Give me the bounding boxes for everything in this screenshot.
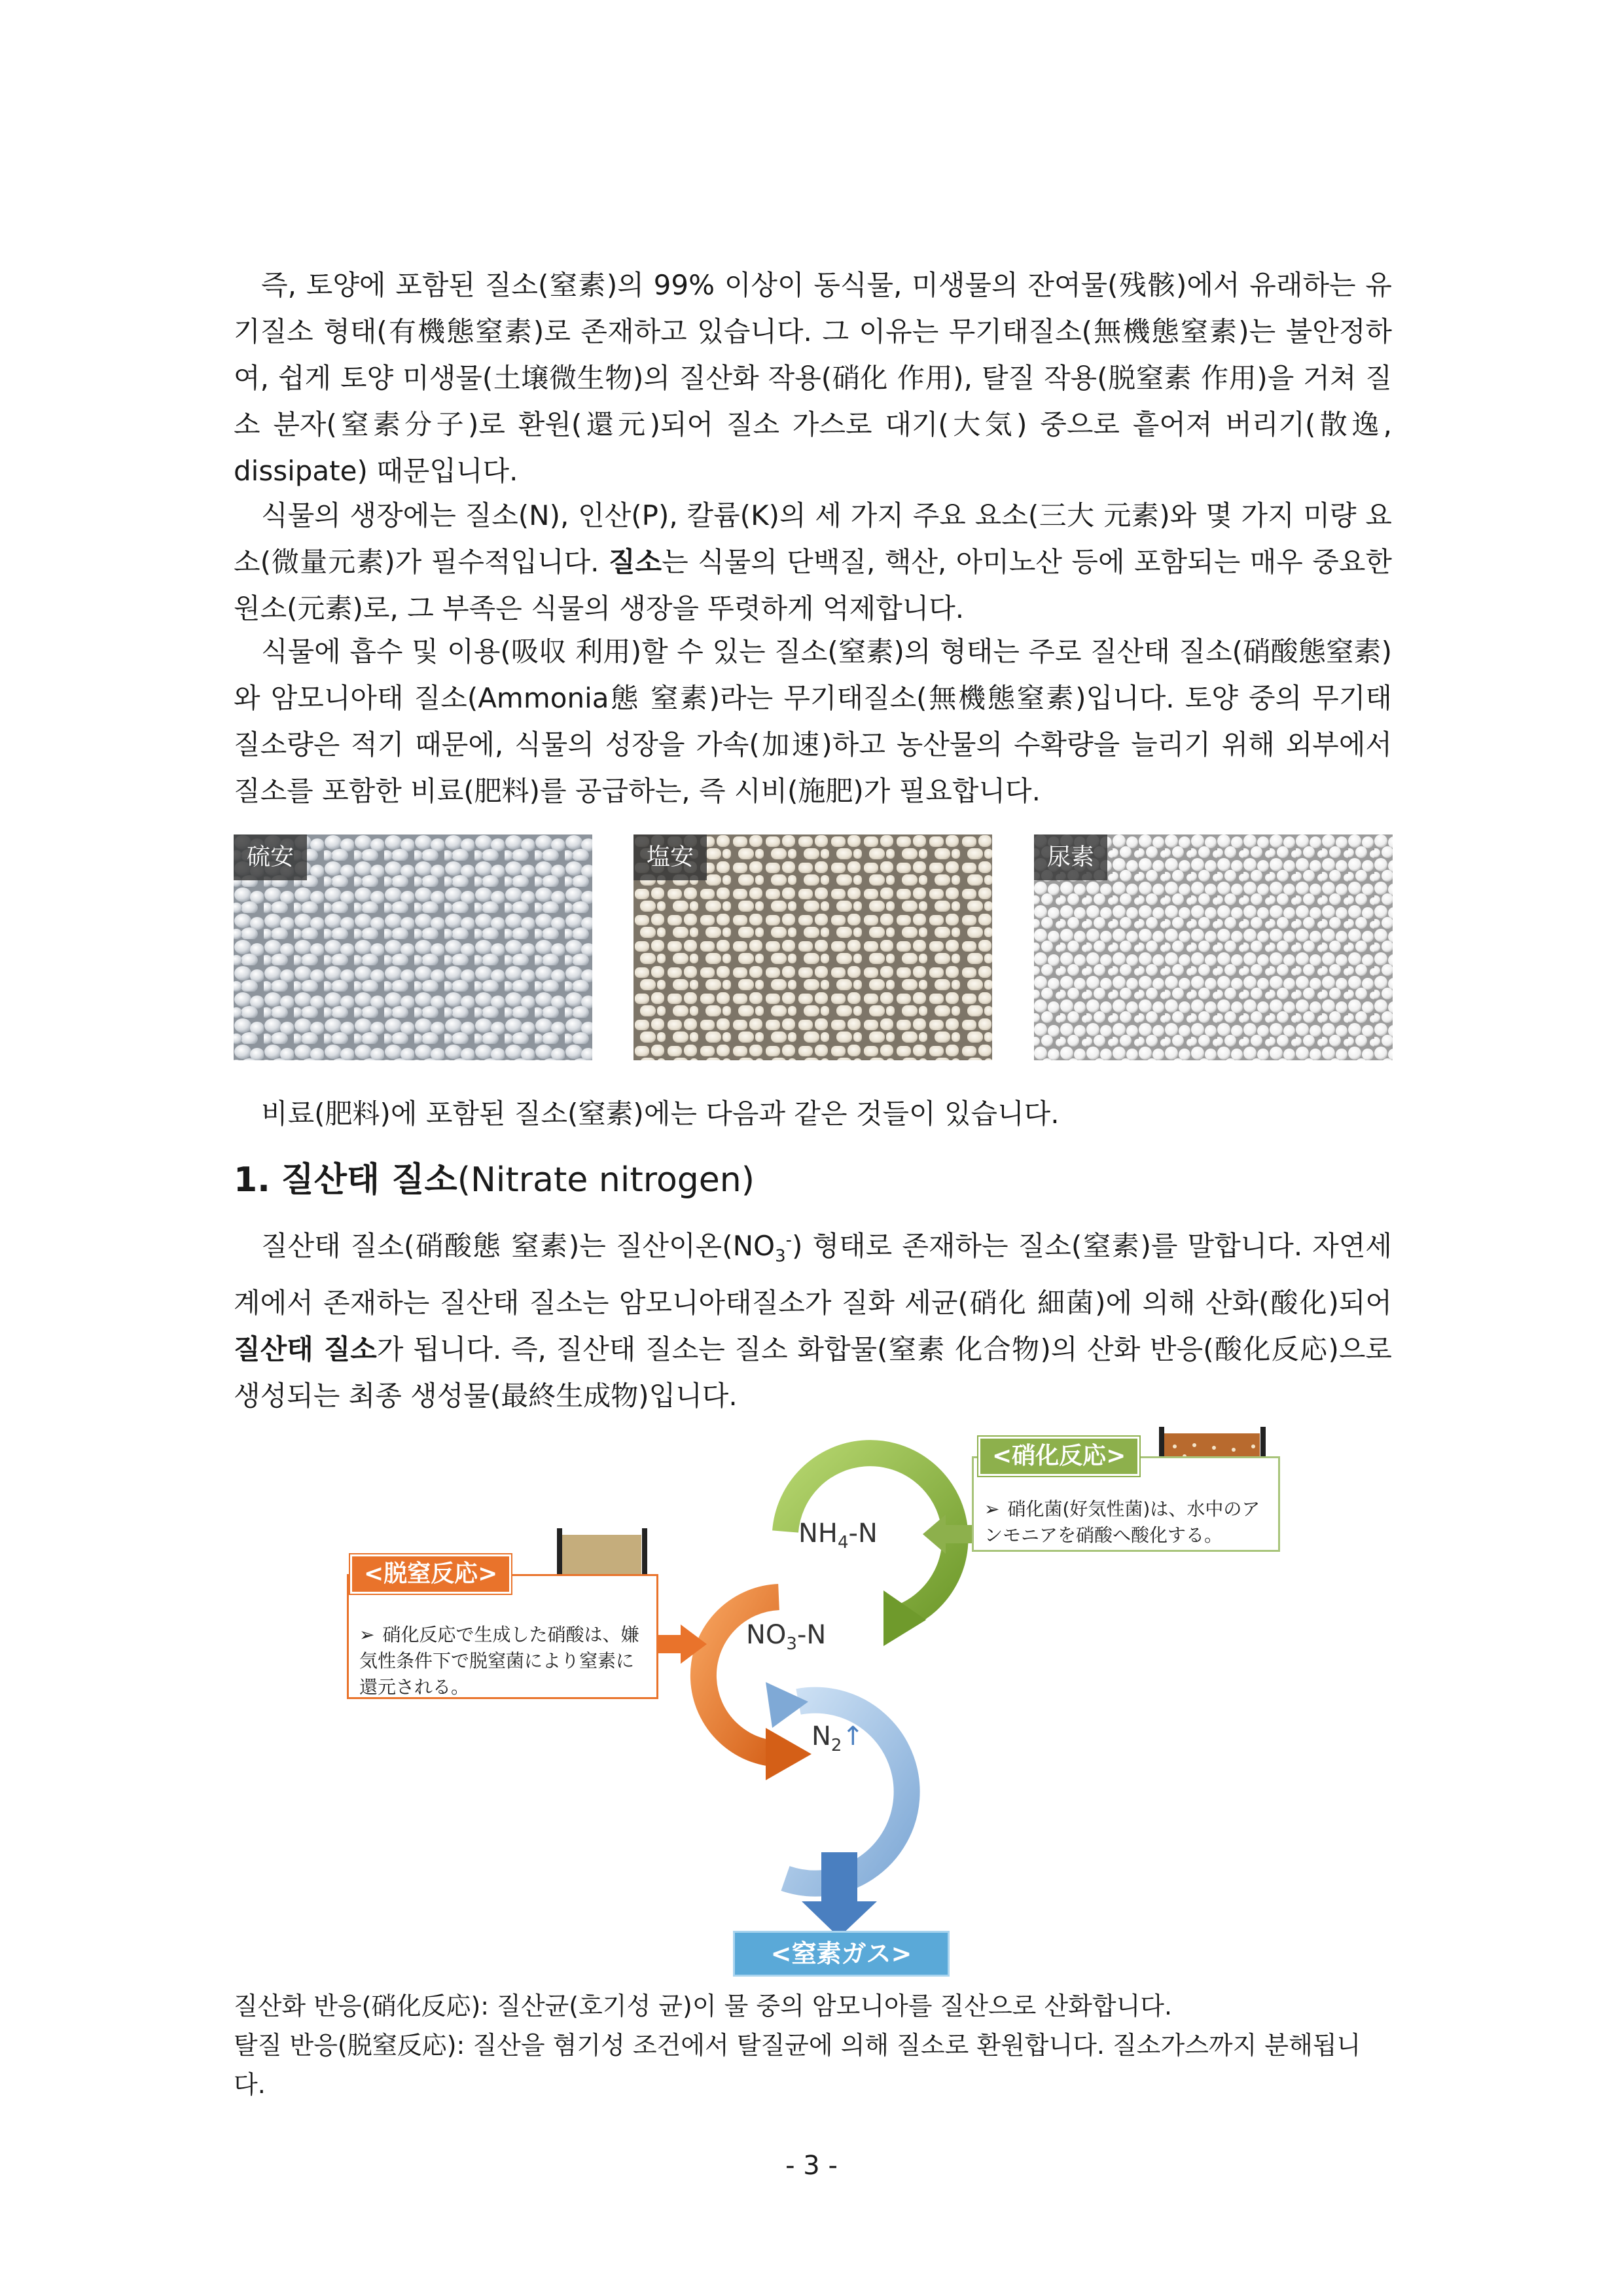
denitrification-description: [359, 1622, 647, 1700]
nitrification-title: <硝化反応>: [978, 1437, 1139, 1476]
up-arrow-icon: ↑: [842, 1721, 864, 1751]
label-text: NH: [798, 1518, 838, 1549]
text-segment: 는 식물의 단백질, 핵산, 아미노산 등에 포함되는 매우 중요한 원소(元素)로, 그 부족은 식물의 생장을 뚜렷하게 억제합니다.: [234, 546, 1392, 624]
section-number: 1.: [234, 1160, 270, 1200]
label-text: -N: [848, 1518, 878, 1549]
text-segment: ) 형태로 존재하는 질소(窒素)를 말합니다. 자연세계에서 존재하는 질산태 질소는 암모니아태질소가 질화 세균(硝化 細菌)에 의해 산화(酸化)되어: [234, 1230, 1392, 1319]
photo-ammonium-chloride: [633, 834, 992, 1060]
page-number: - 3 -: [785, 2151, 838, 2181]
photo-label: 尿素: [1034, 834, 1107, 880]
description-text: 硝化菌(好気性菌)は、水中のアンモニアを硝酸へ酸化する。: [984, 1498, 1260, 1546]
photo-urea: [1034, 834, 1393, 1060]
section-heading: [234, 1157, 755, 1203]
text-segment: 가 됩니다. 즉, 질산태 질소는 질소 화합물(窒素 化合物)의 산화 반응(酸化反応)으로 생성되는 최종 생성물(最終生成物)입니다.: [234, 1333, 1393, 1412]
paragraph-inorganic-nitrogen: 식물에 흡수 및 이용(吸収 利用)할 수 있는 질소(窒素)의 형태는 주로 질산태 질소(硝酸態窒素)와 암모니아태 질소(Ammonia態 窒素)라는 무기태질소(無機態窒素)입니다. 토양 중의 무기태 질소량은 적기 때문에, 식물의 성장을 가속(加速)하고 농산물의 수확량을 늘리기 위해 외부에서 질소를 포함한 비료(肥料)를 공급하는, 즉 시비(施肥)가 필요합니다.: [234, 636, 1392, 807]
nitrogen-cycle-diagram: [340, 1420, 1289, 1983]
bullet-icon: ➢: [984, 1498, 1000, 1520]
photo-ammonium-sulfate: [234, 834, 592, 1060]
ammonium-label: [798, 1518, 878, 1552]
section-title-ko: 질산태 질소: [281, 1160, 457, 1200]
label-text: NO: [746, 1620, 787, 1650]
subscript: 3: [786, 1634, 797, 1654]
text-segment: 식물의 생장에는 질소(N), 인산(P), 칼륨(K)의 세 가지 주요 요소(三大 元素)와 몇 가지 미량 요소(微量元素)가 필수적입니다.: [234, 499, 1392, 578]
photo-label: 塩安: [633, 834, 707, 880]
superscript: -: [785, 1230, 793, 1250]
subscript: 3: [775, 1246, 786, 1266]
paragraph-nitrate-definition: [234, 1217, 1392, 1419]
nitrate-label: [746, 1620, 826, 1654]
nitrogen-gas-label: [812, 1721, 864, 1755]
bold-term: 질산태 질소: [234, 1333, 377, 1366]
label-text: -N: [796, 1620, 827, 1650]
nitrogen-gas-title: <窒素ガス>: [733, 1931, 950, 1977]
paragraph-plant-growth: [234, 492, 1392, 632]
paragraph-soil-nitrogen: 즉, 토양에 포함된 질소(窒素)의 99% 이상이 동식물, 미생물의 잔여물(残骸)에서 유래하는 유기질소 형태(有機態窒素)로 존재하고 있습니다. 그 이유는 무기태질소(無機態窒素)는 불안정하여, 쉽게 토양 미생물(土壌微生物)의 질산화 작용(硝化 作用), 탈질 작용(脱窒素 作用)을 거쳐 질소 분자(窒素分子)로 환원(還元)되어 질소 가스로 대기(大気) 중으로 흩어져 버리기(散逸, dissipate) 때문입니다.: [234, 269, 1392, 487]
description-text: 硝化反応で生成した硝酸は、嫌気性条件下で脱窒菌により窒素に還元される。: [359, 1624, 639, 1698]
subscript: 4: [838, 1533, 849, 1552]
caption-denitrification: 탈질 반응(脱窒反応): 질산을 혐기성 조건에서 탈질균에 의해 질소로 환원합니다. 질소가스까지 분해됩니다.: [234, 2031, 1361, 2099]
label-text: N: [812, 1721, 831, 1751]
fertilizer-intro: 비료(肥料)에 포함된 질소(窒素)에는 다음과 같은 것들이 있습니다.: [261, 1098, 1060, 1130]
section-title-en: (Nitrate nitrogen): [457, 1160, 755, 1200]
bullet-icon: ➢: [359, 1624, 375, 1645]
denitrification-title: <脱窒反応>: [350, 1554, 511, 1594]
subscript: 2: [830, 1736, 842, 1755]
photo-label: 硫安: [234, 834, 307, 880]
nitrification-description: [984, 1496, 1272, 1549]
caption-nitrification: 질산화 반응(硝化反応): 질산균(호기성 균)이 물 중의 암모니아를 질산으로 산화합니다.: [234, 1992, 1173, 2020]
text-segment: 질산태 질소(硝酸態 窒素)는 질산이온(NO: [261, 1230, 776, 1262]
bold-term: 질소: [608, 546, 662, 578]
